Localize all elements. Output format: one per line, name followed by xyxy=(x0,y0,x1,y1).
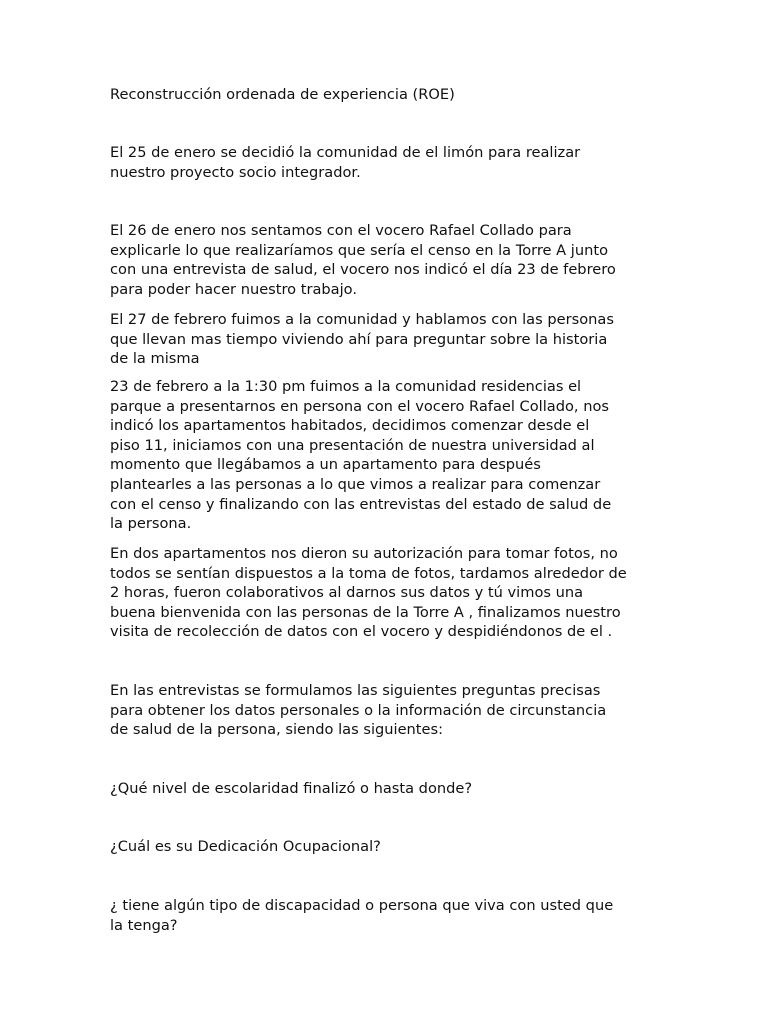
paragraph-enero-25: El 25 de enero se decidió la comunidad de el limón para realizar nuestro proyecto socio integrador. xyxy=(110,144,581,181)
document-title: Reconstrucción ordenada de experiencia (ROE) xyxy=(110,86,455,103)
question-dedicacion: ¿Cuál es su Dedicación Ocupacional? xyxy=(110,838,381,855)
paragraph-febrero-23: 23 de febrero a la 1:30 pm fuimos a la comunidad residencias el parque a presentarnos en persona con el vocero Rafael Collado, nos indicó los apartamentos habitados, decidimos comenzar desde el piso 11, iniciamos con una presentación de nuestra universidad al momento que llegábamos a un apartamento para después plantearles a las personas a lo que vimos a realizar para comenzar con el censo y finalizando con las entrevistas del estado de salud de la persona. xyxy=(110,378,612,533)
paragraph-febrero-27: El 27 de febrero fuimos a la comunidad y hablamos con las personas que llevan mas tiempo viviendo ahí para preguntar sobre la historia de la misma xyxy=(110,311,614,368)
paragraph-enero-26: El 26 de enero nos sentamos con el vocero Rafael Collado para explicarle lo que realizaríamos que sería el censo en la Torre A junto con una entrevista de salud, el vocero nos indicó el día 23 de febrero para poder hacer nuestro trabajo. xyxy=(110,222,616,298)
question-escolaridad: ¿Qué nivel de escolaridad finalizó o hasta donde? xyxy=(110,780,473,797)
paragraph-autorizacion-fotos: En dos apartamentos nos dieron su autorización para tomar fotos, no todos se sentían dispuestos a la toma de fotos, tardamos alrededor de 2 horas, fueron colaborativos al darnos sus datos y tú vimos una buena bienvenida con las personas de la Torre A , finalizamos nuestro visita de recolección de datos con el vocero y despidiéndonos de el . xyxy=(110,545,627,641)
paragraph-entrevistas: En las entrevistas se formulamos las siguientes preguntas precisas para obtener los datos personales o la información de circunstancia de salud de la persona, siendo las siguientes: xyxy=(110,682,607,739)
question-discapacidad: ¿ tiene algún tipo de discapacidad o persona que viva con usted que la tenga? xyxy=(110,897,614,934)
